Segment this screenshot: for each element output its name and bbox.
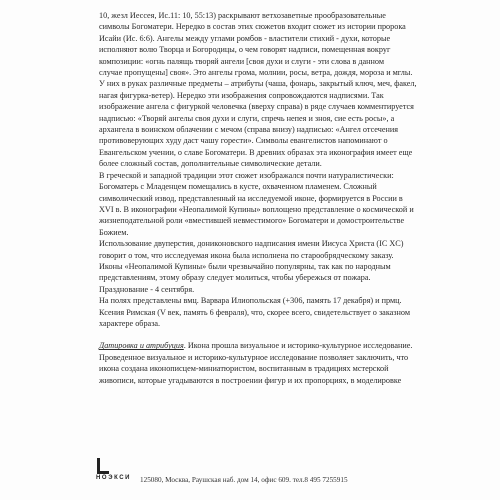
text-line: характере образа. [99,318,161,328]
text-line: 10, жезл Иессея, Ис.11: 10, 55:13) раскрывают ветхозаветные прообразовательные [99,11,386,20]
dating-line-text: . Икона прошла визуальное и историко-культурное исследование. [183,341,413,351]
text-line: XVI в. В иконографии «Неопалимой Купины» воплощено представление о космической и [99,204,414,214]
dating-line [99,340,464,351]
text-line: Иконы «Неопалимой Купины» были чрезвычайно популярны, так как по народным [99,261,391,271]
text-line: Использование двуперстия, дониконовского надписания имени Иисуса Христа (IC XC) [99,239,404,249]
text-line: Исайи (Ис. 6:6). Ангелы между углами ромбов - властители стихий - духи, которые [99,33,391,43]
text-line: композиции: «огнь палящь творяй ангели [своя духи и слуги - эти слова в данном [99,56,385,66]
text-line: противоверующих худу даст чашу горести». Символы евангелистов напоминают о [99,136,388,146]
text-line: В греческой и западной традиции этот сюжет изображался почти натуралистически: [99,170,394,180]
text-line: говорит о том, что исследуемая икона была исполнена по старообрядческому заказу. [99,250,394,260]
text-line: Ксения Римская (V век, память 6 февраля), что, скорее всего, свидетельствует о заказном [99,307,411,317]
noexi-logo [96,458,132,484]
section-gap [99,329,464,340]
logo-mark-base [97,471,109,474]
text-line: исполняют волю Творца и Богородицы, о чем говорят надписи, помещенная вокруг [99,45,391,55]
text-line: изображение ангела с фигуркой человечка (вверху справа) в ряде случаев комментируется [99,102,414,112]
dating-heading: Датировка и атрибуция [99,341,184,351]
text-line: У них в руках различные предметы – атрибуты (чаша, фонарь, закрытый ключ, меч, факел, [99,79,417,89]
dating-line: живописи, которые угадываются в построении фигур и их пропорциях, в моделировке [99,375,402,385]
text-line: архангела в воинском облачении с мечом (справа внизу) надписью: «Ангел отсечения [99,125,399,135]
text-line: Евангельском учении, о славе Богоматери. В древних образах эта иконография имеет еще [99,147,413,157]
text-line: символы Богоматери. Нередко в состав этих сюжетов входит сюжет из истории пророка [99,22,406,32]
text-line: случае пропущены] своя». Это ангелы грома, молнии, росы, ветра, дождя, мороза и мглы. [99,68,413,78]
logo-text: НОЭКСИ [96,475,132,481]
page-footer [96,458,476,488]
text-line: нагая фигурка-ветер). Нередко эти изображения сопровождаются надписями. Так [99,90,384,100]
text-line: Богоматерь с Младенцем помещались в кусте, охваченном пламенем. Сложный [99,182,377,192]
document-body [99,10,464,386]
text-line: Божием. [99,227,129,237]
text-line: представлениям, этому образу следует молиться, чтобы убережься от пожара. [99,273,371,283]
text-line: символический извод, представленный на исследуемой иконе, формируется в России в [99,193,403,203]
text-line: надписью: «Творяй ангелы своя духи и слуги, спречь непея и зноя, сие есть росы», а [99,113,395,123]
text-line: На полях представлены вмц. Варвара Илиопольская (+306, память 17 декабря) и прмц. [99,296,402,306]
text-line: Празднование - 4 сентября. [99,284,195,294]
footer-address: 125080, Москва, Раушская наб. дом 14, офис 609. тел.8 495 7255915 [140,476,348,484]
dating-line: Проведенное визуальное и историко-культурное исследование позволяет заключить, что [99,352,409,362]
text-line: более сложный состав, дополнительные символические детали. [99,159,322,169]
text-line: жизнеподательной роли «вместившей невместимого» Богоматери и домостроительстве [99,216,405,226]
dating-line: икона создана иконописцем-миниатюристом, воспитанным в традициях мстерской [99,364,389,374]
